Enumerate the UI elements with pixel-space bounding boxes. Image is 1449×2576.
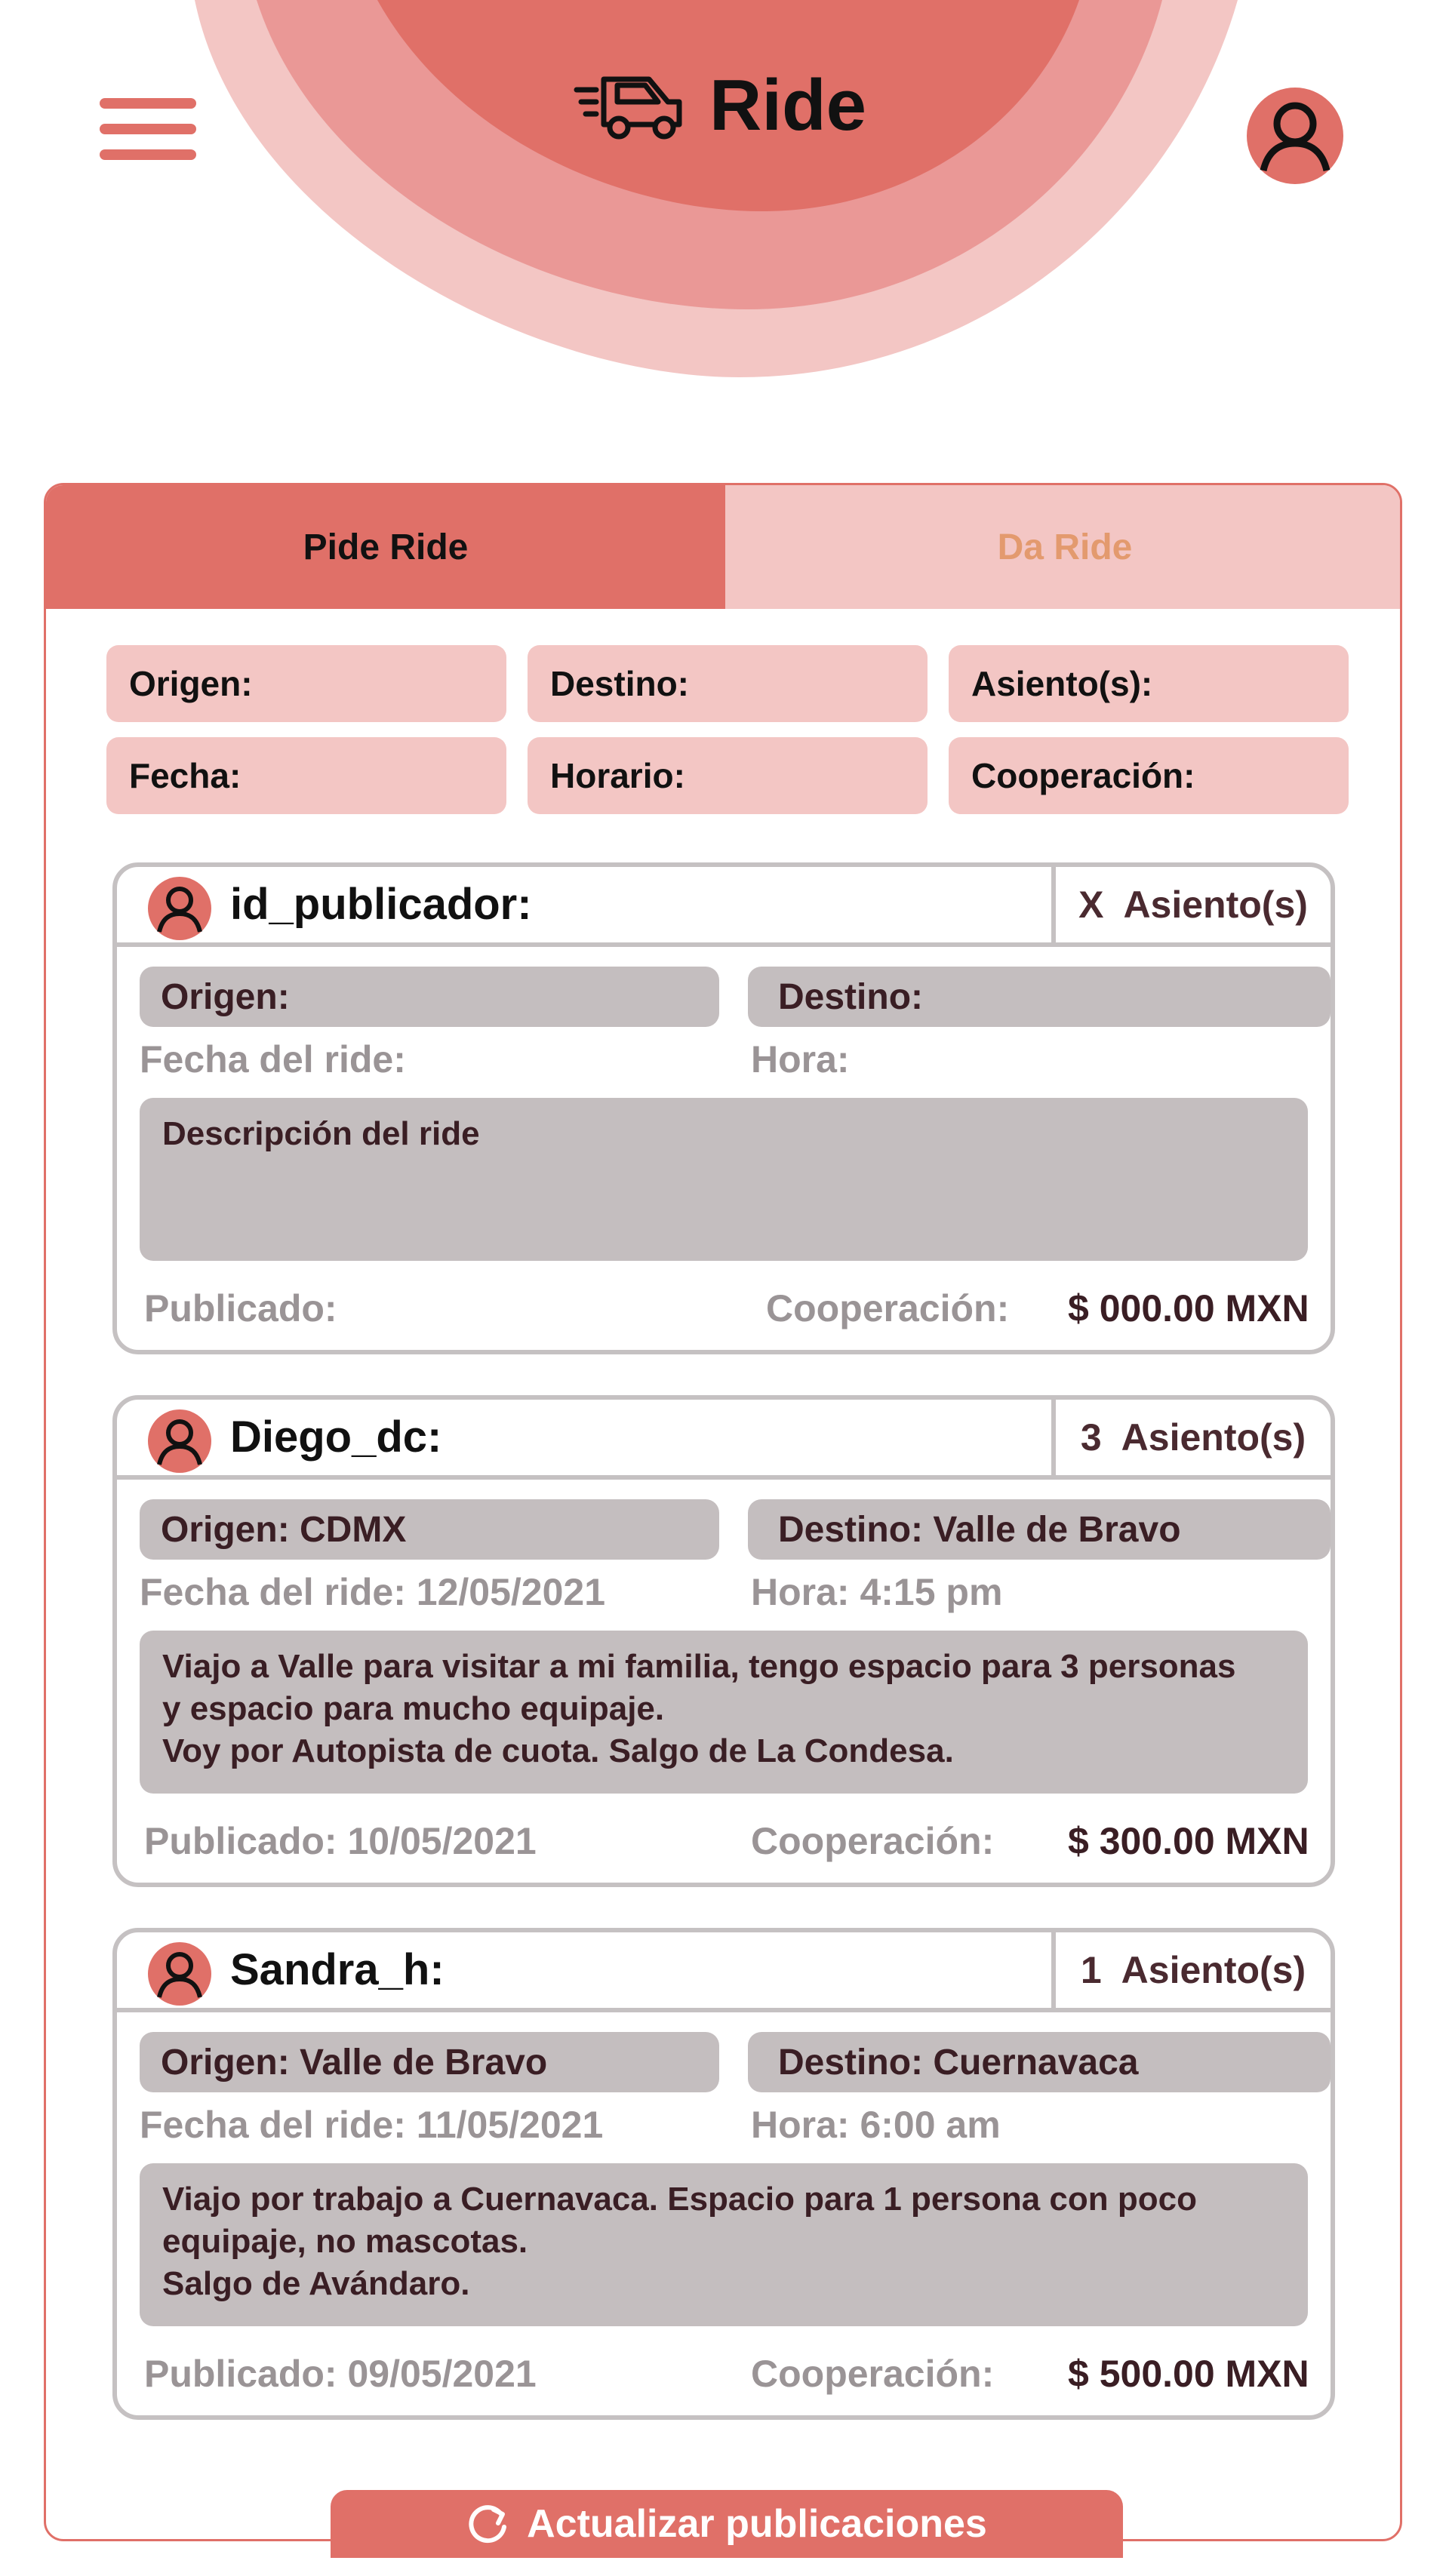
seats-label: Asiento(s) [1123, 884, 1308, 926]
ride-time: Hora: 6:00 am [751, 2104, 1001, 2146]
seats-badge [1051, 1932, 1331, 2008]
user-avatar-icon [147, 1409, 212, 1474]
ride-cooperation-label: Cooperación: [751, 2353, 995, 2395]
ride-card[interactable] [112, 862, 1335, 1354]
ride-description: Descripción del ride [140, 1098, 1308, 1261]
ride-price: $ 300.00 MXN [1068, 1820, 1309, 1862]
seats-count: 3 [1080, 1416, 1102, 1459]
ride-destination: Destino: [748, 967, 1331, 1027]
ride-description: Viajo por trabajo a Cuernavaca. Espacio para 1 persona con poco equipaje, no mascotas. Salgo de Avándaro. [140, 2163, 1308, 2326]
ride-publisher: id_publicador: [230, 880, 532, 929]
ride-destination: Destino: Valle de Bravo [748, 1499, 1331, 1560]
ride-date: Fecha del ride: 12/05/2021 [140, 1571, 606, 1613]
ride-card-header [117, 867, 1331, 947]
ride-time: Hora: [751, 1038, 850, 1081]
refresh-label: Actualizar publicaciones [527, 2502, 987, 2546]
ride-origin: Origen: Valle de Bravo [140, 2032, 719, 2092]
ride-date: Fecha del ride: [140, 1038, 406, 1081]
filter-cooperacion[interactable]: Cooperación: [949, 737, 1349, 814]
ride-published: Publicado: 10/05/2021 [144, 1820, 537, 1862]
filter-destino[interactable]: Destino: [528, 645, 928, 722]
refresh-button[interactable] [331, 2490, 1123, 2558]
ride-time: Hora: 4:15 pm [751, 1571, 1003, 1613]
filter-origen[interactable]: Origen: [106, 645, 506, 722]
menu-icon [100, 98, 196, 109]
app-title [574, 60, 866, 151]
seats-label: Asiento(s) [1121, 1416, 1306, 1459]
user-avatar-icon [147, 1941, 212, 2006]
ride-origin: Origen: CDMX [140, 1499, 719, 1560]
seats-badge [1051, 1400, 1331, 1475]
page-title: Ride [709, 65, 867, 146]
ride-published: Publicado: [144, 1287, 337, 1329]
car-icon [574, 64, 687, 147]
ride-card-header [117, 1932, 1331, 2012]
seats-count: 1 [1080, 1949, 1102, 1991]
ride-destination: Destino: Cuernavaca [748, 2032, 1331, 2092]
filter-fecha[interactable]: Fecha: [106, 737, 506, 814]
ride-publisher: Diego_dc: [230, 1412, 442, 1462]
ride-cooperation-label: Cooperación: [751, 1820, 995, 1862]
refresh-icon [466, 2502, 510, 2546]
user-avatar-icon [1247, 88, 1343, 184]
ride-price: $ 500.00 MXN [1068, 2353, 1309, 2395]
menu-button[interactable] [100, 98, 196, 168]
header-background [0, 0, 1449, 392]
filter-asientos[interactable]: Asiento(s): [949, 645, 1349, 722]
user-avatar-icon [147, 876, 212, 941]
ride-card[interactable] [112, 1395, 1335, 1887]
ride-published: Publicado: 09/05/2021 [144, 2353, 537, 2395]
ride-description: Viajo a Valle para visitar a mi familia, tengo espacio para 3 personas y espacio para mucho equipaje. Voy por Autopista de cuota. Salgo de La Condesa. [140, 1631, 1308, 1794]
ride-card-header [117, 1400, 1331, 1480]
profile-button[interactable] [1245, 86, 1345, 186]
filter-horario[interactable]: Horario: [528, 737, 928, 814]
ride-publisher: Sandra_h: [230, 1945, 445, 1994]
rides-panel [44, 483, 1402, 2541]
ride-date: Fecha del ride: 11/05/2021 [140, 2104, 604, 2146]
seats-count: X [1078, 884, 1104, 926]
ride-card[interactable] [112, 1928, 1335, 2420]
seats-label: Asiento(s) [1121, 1949, 1306, 1991]
ride-price: $ 000.00 MXN [1068, 1287, 1309, 1329]
ride-origin: Origen: [140, 967, 719, 1027]
tab-da-ride[interactable]: Da Ride [725, 485, 1402, 609]
ride-cooperation-label: Cooperación: [766, 1287, 1010, 1329]
tab-pide-ride[interactable]: Pide Ride [46, 485, 725, 609]
seats-badge [1051, 867, 1331, 942]
